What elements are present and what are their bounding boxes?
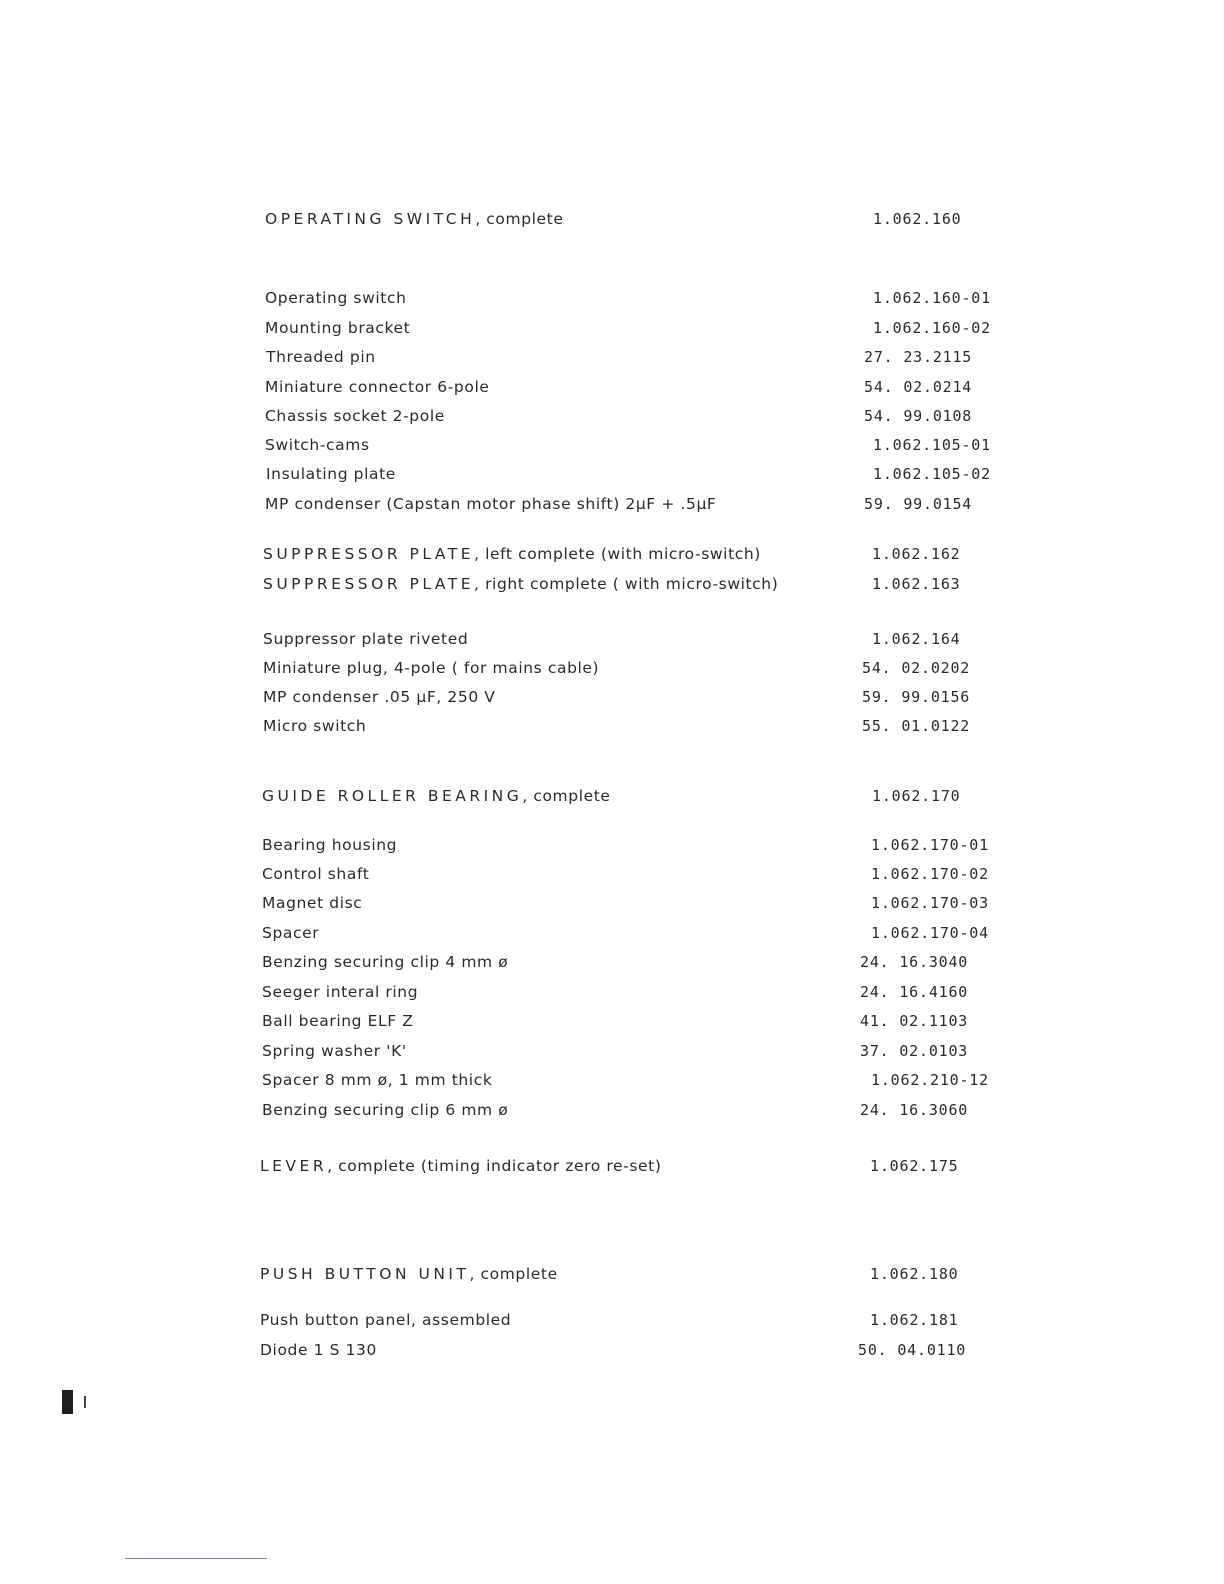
heading-suffix: , right complete ( with micro-switch) <box>474 575 779 593</box>
section-heading <box>265 207 564 231</box>
list-item <box>0 1068 1224 1092</box>
part-number: 54. 02.0202 <box>862 659 971 677</box>
part-number: 59. 99.0156 <box>862 688 971 706</box>
list-item <box>0 950 1224 974</box>
part-number: 1.062.105-01 <box>873 436 991 454</box>
footnote-rule <box>125 1558 267 1559</box>
part-number: 24. 16.3060 <box>860 1101 969 1119</box>
heading-suffix: , left complete (with micro-switch) <box>474 545 761 563</box>
part-number: 1.062.175 <box>870 1157 959 1175</box>
item-description: Control shaft <box>262 865 370 883</box>
list-item <box>0 891 1224 915</box>
item-description: Spacer 8 mm ø, 1 mm thick <box>262 1071 493 1089</box>
part-number: 1.062.163 <box>872 575 961 593</box>
list-item <box>0 862 1224 886</box>
list-item <box>0 656 1224 680</box>
list-item <box>0 286 1224 310</box>
list-item <box>0 1308 1224 1332</box>
section-heading-row <box>0 1262 1224 1286</box>
section-heading <box>263 542 761 566</box>
item-description: Miniature plug, 4-pole ( for mains cable) <box>263 659 600 677</box>
item-description: Operating switch <box>265 289 407 307</box>
part-number: 24. 16.3040 <box>860 953 969 971</box>
item-description: Chassis socket 2-pole <box>265 407 445 425</box>
part-number: 1.062.210-12 <box>871 1071 989 1089</box>
list-item <box>0 714 1224 738</box>
item-description: Benzing securing clip 4 mm ø <box>262 953 509 971</box>
part-number: 24. 16.4160 <box>860 983 969 1001</box>
part-number: 1.062.170-01 <box>871 836 989 854</box>
part-number: 27. 23.2115 <box>864 348 973 366</box>
part-number: 1.062.170-03 <box>871 894 989 912</box>
item-description: Miniature connector 6-pole <box>265 378 490 396</box>
list-item <box>0 316 1224 340</box>
section-heading <box>263 572 778 596</box>
list-item <box>0 1338 1224 1362</box>
list-item <box>0 433 1224 457</box>
list-item <box>0 980 1224 1004</box>
item-description: MP condenser .05 µF, 250 V <box>263 688 496 706</box>
item-description: Benzing securing clip 6 mm ø <box>262 1101 509 1119</box>
item-description: Ball bearing ELF Z <box>262 1012 414 1030</box>
list-item <box>0 1098 1224 1122</box>
item-description: Push button panel, assembled <box>260 1311 512 1329</box>
list-item <box>0 685 1224 709</box>
item-description: Threaded pin <box>266 348 376 366</box>
list-item <box>0 833 1224 857</box>
part-number: 1.062.170 <box>872 787 961 805</box>
scan-margin-mark <box>62 1390 73 1414</box>
list-item <box>0 375 1224 399</box>
heading-title: SUPPRESSOR PLATE <box>263 575 475 593</box>
list-item <box>0 1039 1224 1063</box>
part-number: 1.062.162 <box>872 545 961 563</box>
list-item <box>0 345 1224 369</box>
list-item <box>0 921 1224 945</box>
part-number: 54. 02.0214 <box>864 378 973 396</box>
part-number: 59. 99.0154 <box>864 495 973 513</box>
heading-title: PUSH BUTTON UNIT <box>260 1265 470 1283</box>
section-heading-row <box>0 784 1224 808</box>
heading-title: SUPPRESSOR PLATE <box>263 545 475 563</box>
list-item <box>0 404 1224 428</box>
item-description: Suppressor plate riveted <box>263 630 469 648</box>
part-number: 54. 99.0108 <box>864 407 973 425</box>
item-description: Switch-cams <box>265 436 370 454</box>
list-item <box>0 1009 1224 1033</box>
heading-title: LEVER <box>260 1157 328 1175</box>
item-description: MP condenser (Capstan motor phase shift) 2µF + .5µF <box>265 495 717 513</box>
section-heading-row <box>0 1154 1224 1178</box>
item-description: Spacer <box>262 924 320 942</box>
part-number: 1.062.180 <box>870 1265 959 1283</box>
section-heading-row <box>0 542 1224 566</box>
item-description: Insulating plate <box>266 465 396 483</box>
scan-margin-tick <box>84 1396 86 1408</box>
heading-suffix: , complete <box>522 787 611 805</box>
part-number: 37. 02.0103 <box>860 1042 969 1060</box>
part-number: 41. 02.1103 <box>860 1012 969 1030</box>
item-description: Bearing housing <box>262 836 398 854</box>
part-number: 1.062.164 <box>872 630 961 648</box>
part-number: 1.062.160 <box>873 210 962 228</box>
heading-suffix: , complete <box>469 1265 558 1283</box>
heading-suffix: , complete <box>475 210 564 228</box>
list-item <box>0 492 1224 516</box>
section-heading <box>260 1154 661 1178</box>
section-heading-row <box>0 572 1224 596</box>
part-number: 55. 01.0122 <box>862 717 971 735</box>
part-number: 1.062.181 <box>870 1311 959 1329</box>
section-heading <box>260 1262 558 1286</box>
item-description: Mounting bracket <box>265 319 411 337</box>
item-description: Seeger interal ring <box>262 983 419 1001</box>
part-number: 1.062.170-04 <box>871 924 989 942</box>
part-number: 1.062.160-02 <box>873 319 991 337</box>
part-number: 1.062.160-01 <box>873 289 991 307</box>
section-heading <box>262 784 611 808</box>
heading-title: GUIDE ROLLER BEARING <box>262 787 523 805</box>
item-description: Diode 1 S 130 <box>260 1341 377 1359</box>
part-number: 50. 04.0110 <box>858 1341 967 1359</box>
item-description: Magnet disc <box>262 894 363 912</box>
heading-suffix: , complete (timing indicator zero re-set) <box>327 1157 662 1175</box>
part-number: 1.062.105-02 <box>873 465 991 483</box>
list-item <box>0 627 1224 651</box>
item-description: Micro switch <box>263 717 367 735</box>
item-description: Spring washer 'K' <box>262 1042 407 1060</box>
heading-title: OPERATING SWITCH <box>265 210 476 228</box>
part-number: 1.062.170-02 <box>871 865 989 883</box>
list-item <box>0 462 1224 486</box>
section-heading-row <box>0 207 1224 231</box>
